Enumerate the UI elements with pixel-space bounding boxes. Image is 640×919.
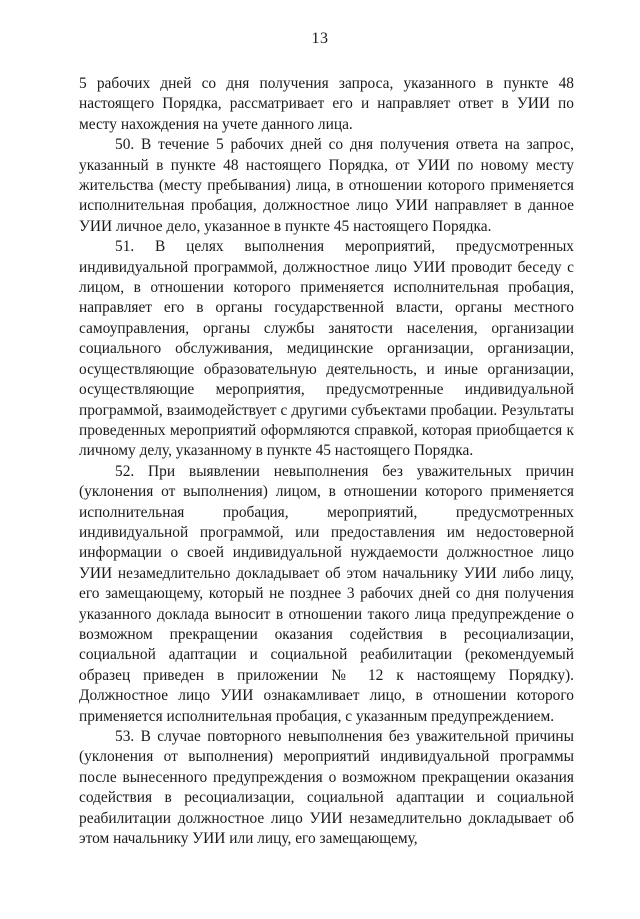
paragraph-53: 53. В случае повторного невыполнения без уважительной причины (уклонения от выполнения) мероприятий индивидуальной программы после вынесенного предупреждения о возможном прекращении оказания содействия в ресоциализации, социальной адаптации и социальной реабилитации должностное лицо УИИ незамедлительно докладывает об этом начальнику УИИ или лицу, его замещающему, — [79, 728, 574, 848]
paragraph-51: 51. В целях выполнения мероприятий, предусмотренных индивидуальной программой, должностное лицо УИИ проводит беседу с лицом, в отношении которого применяется исполнительная пробация, направляет его в органы государственной власти, органы местного самоуправления, органы службы занятости населения, организации социального обслуживания, медицинские организации, организации, осуществляющие образовательную деятельность, и иные организации, осуществляющие мероприятия, предусмотренные индивидуальной программой, взаимодействует с другими субъектами пробации. Результаты проведенных мероприятий оформляются справкой, которая приобщается к личному делу, указанному в пункте 45 настоящего Порядка. — [79, 238, 574, 460]
document-body — [79, 74, 574, 849]
paragraph-52: 52. При выявлении невыполнения без уважительных причин (уклонения от выполнения) лицом, в отношении которого применяется исполнительная пробация, мероприятий, предусмотренных индивидуальной программой, или предоставления им недостоверной информации о своей индивидуальной нуждаемости должностное лицо УИИ незамедлительно докладывает об этом начальнику УИИ либо лицу, его замещающему, который не позднее 3 рабочих дней со дня получения указанного доклада выносит в отношении такого лица предупреждение о возможном прекращении оказания содействия в ресоциализации, социальной адаптации и социальной реабилитации (рекомендуемый образец приведен в приложении № 12 к настоящему Порядку). Должностное лицо УИИ ознакамливает лицо, в отношении которого применяется исполнительная пробация, с указанным предупреждением. — [79, 462, 574, 725]
paragraph-continuation: 5 рабочих дней со дня получения запроса, указанного в пункте 48 настоящего Порядка, рассматривает его и направляет ответ в УИИ по месту нахождения на учете данного лица. — [79, 75, 574, 133]
page-number: 13 — [311, 30, 329, 47]
paragraph-50: 50. В течение 5 рабочих дней со дня получения ответа на запрос, указанный в пункте 48 настоящего Порядка, от УИИ по новому месту жительства (месту пребывания) лица, в отношении которого применяется исполнительная пробация, должностное лицо УИИ направляет в данное УИИ личное дело, указанное в пункте 45 настоящего Порядка. — [79, 136, 574, 235]
